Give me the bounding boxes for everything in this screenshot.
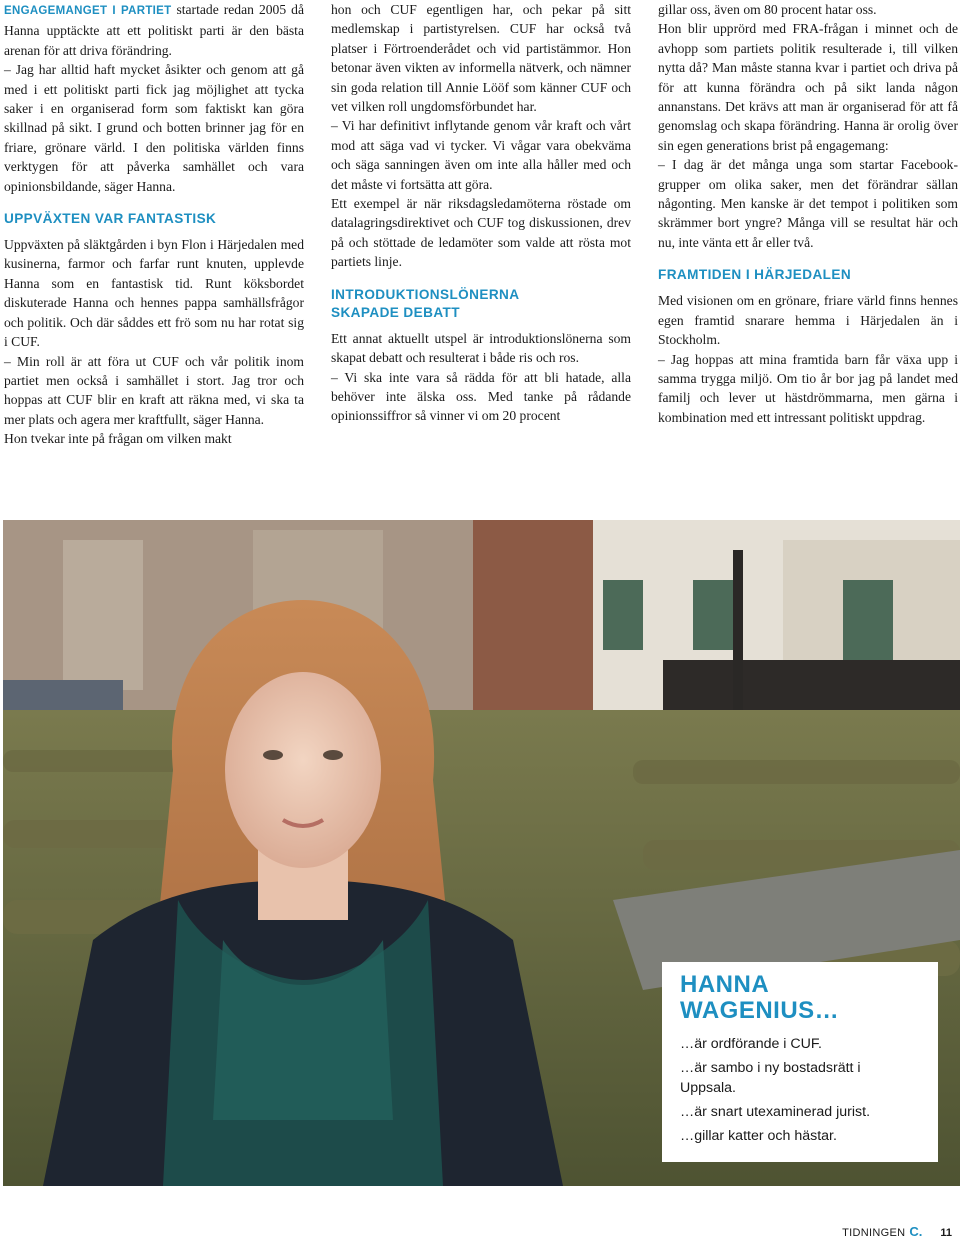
article-column-2: [331, 0, 631, 426]
paragraph: – Jag hoppas att mina framtida barn får växa upp i samma trygga miljö. Om tio år bor jag på landet med familj och lever ut hästdrömmarna, men gärna i kombination med ett intressant politiskt uppdrag.: [658, 351, 958, 425]
subheading: [4, 210, 304, 228]
paragraph: – I dag är det många unga som startar Facebook-grupper om olika saker, men det förändrar sällan någonting. Men kanske är det tempot i politiken som skrämmer bort yngre? Många vill se resultat här och nu, inte vänta ett år eller två.: [658, 157, 958, 250]
article-column-3: [658, 0, 958, 427]
paragraph: Hon blir upprörd med FRA-frågan i minnet och de avhopp som partiets politik resulterade i, till vilken nytta då? Man måste stanna kvar i partiet och driva på för att kunna förändra och på sikt landa någon annanstans. Det krävs att man är organiserad för att få genomslag och skapa förändring. Hanna är orolig över sin egen generations brist på engagemang:: [658, 21, 958, 153]
info-box-title: [680, 972, 920, 1024]
paragraph: – Vi har definitivt inflytande genom vår kraft och vårt mod att säga vad vi tycker. Vi vågar vara obekväma och säga sanningen även om inte alla håller med och det måste vi fortsätta att göra.: [331, 118, 631, 192]
paragraph: – Vi ska inte vara så rädda för att bli hatade, alla behöver inte älska oss. Med tanke på rådande opinionssiffror så vinner vi om 20 procent: [331, 369, 631, 424]
info-fact: …är ordförande i CUF.: [680, 1036, 822, 1052]
info-fact: …gillar katter och hästar.: [680, 1128, 837, 1144]
paragraph-text: startade redan 2005 då Hanna upptäckte att ett politiskt parti är den bästa arenan för att driva förändring.: [4, 2, 304, 58]
paragraph: Hon tvekar inte på frågan om vilken makt: [4, 431, 232, 447]
info-box: [662, 962, 938, 1162]
subheading-text: UPPVÄXTEN VAR FANTASTISK: [4, 211, 217, 227]
paragraph: Uppväxten på släktgården i byn Flon i Härjedalen med kusinerna, farmor och farfar runt knuten, upplevde Hanna som en fantastisk tid. Runt köksbordet diskuterade Hanna och hennes pappa samhällsfrågor och politik. Och där såddes ett frö som nu har rotat sig i CUF.: [4, 237, 304, 350]
paragraph: gillar oss, även om 80 procent hatar oss.: [658, 2, 877, 17]
paragraph: – Min roll är att föra ut CUF och vår politik inom partiet men också i samhället i stort. Jag tror och hoppas att CUF blir en kraft att räkna med, vi ska ta mer plats och agera mer kraftfullt, säger Hanna.: [4, 353, 304, 427]
magazine-mark: C.: [909, 1224, 923, 1239]
info-box-title-line-2: WAGENIUS…: [680, 997, 840, 1024]
page-number: 11: [940, 1227, 952, 1239]
info-fact: …är sambo i ny bostadsrätt i Uppsala.: [680, 1060, 861, 1096]
subheading-text: FRAMTIDEN I HÄRJEDALEN: [658, 267, 852, 283]
info-fact: …är snart utexaminerad jurist.: [680, 1104, 871, 1120]
kicker: ENGAGEMANGET I PARTIET: [4, 5, 172, 17]
article-column-1: [4, 0, 304, 449]
paragraph: Med visionen om en grönare, friare värld finns hennes egen framtid snarare hemma i Härjedalen än i Stockholm.: [658, 293, 958, 348]
paragraph: hon och CUF egentligen har, och pekar på sitt medlemskap i partistyrelsen. CUF har också två platser i Förtroenderådet och vid partistämmor. Hon betonar även vikten av informella nätverk, och nämner sin goda relation till Annie Lööf som känner CUF och vet vilken roll ungdomsförbundet har.: [331, 2, 631, 115]
paragraph: Ett annat aktuellt utspel är introduktionslönerna som skapat debatt och resulterat i både ris och ros.: [331, 330, 631, 366]
paragraph: [4, 0, 304, 60]
subheading-line-1: INTRODUKTIONSLÖNERNA: [331, 286, 520, 302]
paragraph: Ett exempel är när riksdagsledamöterna röstade om datalagringsdirektivet och CUF tog diskussionen, drev på och stöttade de ledamöter som valde att rösta mot partiets linje.: [331, 196, 631, 270]
paragraph: – Jag har alltid haft mycket åsikter och genom att gå med i ett politiskt parti fick jag möjlighet att tycka saker i en organiserad form som faktiskt kan göra skillnad på sikt. I grund och botten brinner jag för en friare, grönare värld. I den politiska världen finns verktygen för att påverka samhället och vara opinionsbildande, säger Hanna.: [4, 62, 304, 194]
page-footer: [842, 1224, 952, 1239]
subheading: [658, 266, 958, 284]
magazine-name: TIDNINGEN: [842, 1227, 906, 1239]
info-box-title-line-1: HANNA: [680, 971, 770, 998]
subheading-line-2: SKAPADE DEBATT: [331, 304, 460, 320]
subheading: [331, 286, 631, 322]
